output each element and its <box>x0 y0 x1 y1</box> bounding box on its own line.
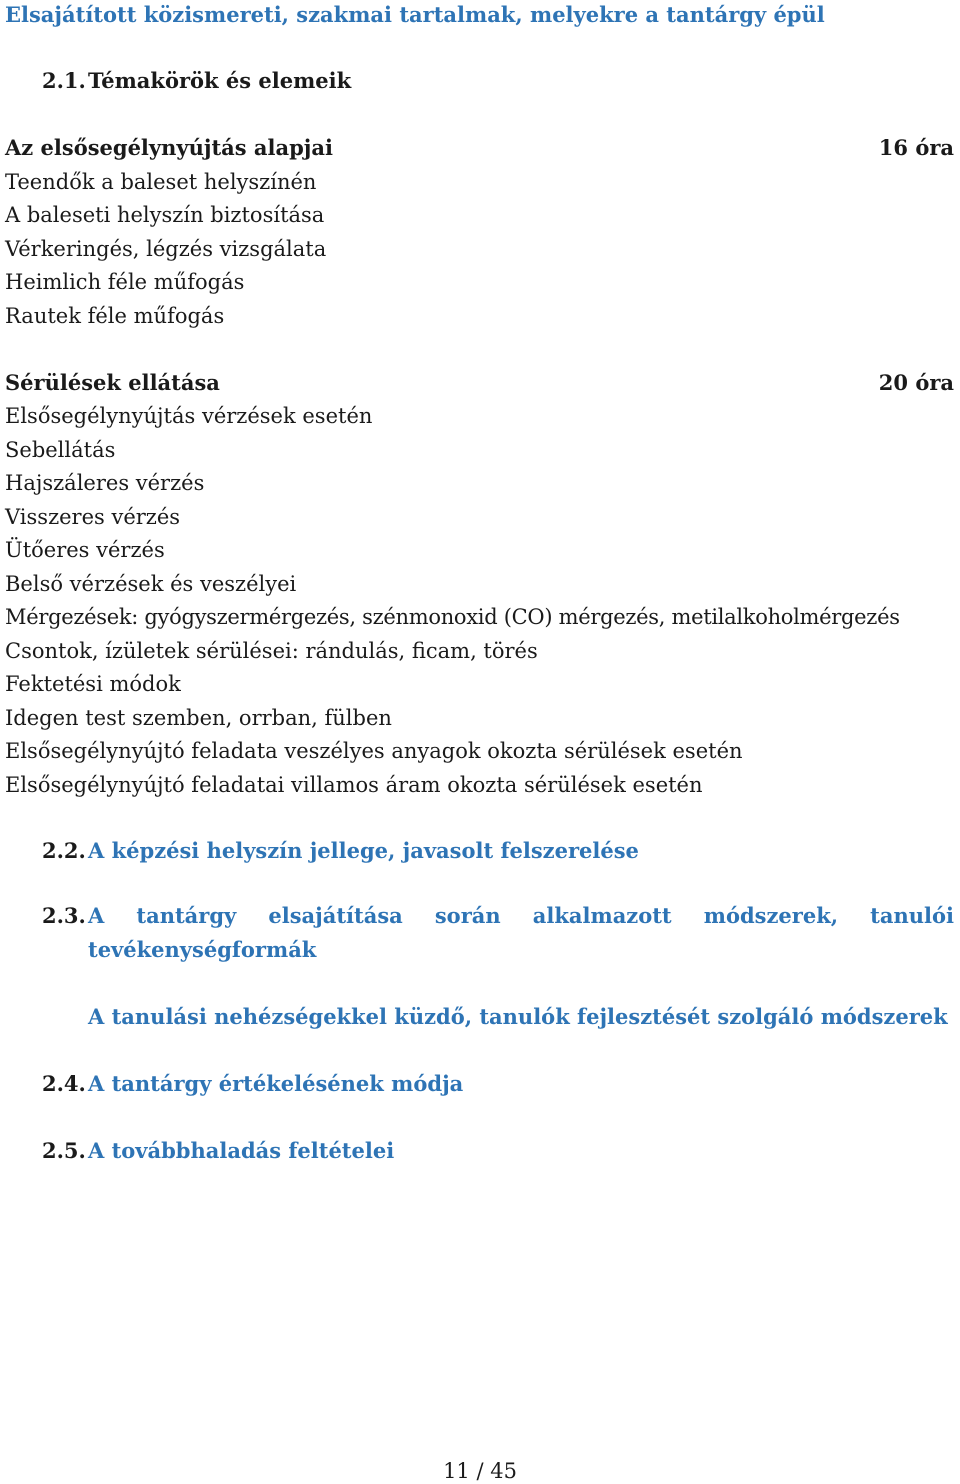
topic2-item: Ütőeres vérzés <box>5 538 165 562</box>
topic2-item: Idegen test szemben, orrban, fülben <box>5 706 392 730</box>
topic2-item: Hajszáleres vérzés <box>5 471 205 495</box>
topic1-item: Rautek féle műfogás <box>5 304 225 328</box>
topic1-item: A baleseti helyszín biztosítása <box>5 203 325 227</box>
topic2-hours: 20 óra <box>878 370 954 395</box>
title-word: módszerek, <box>703 903 839 928</box>
topic2-item: Elsősegélynyújtó feladata veszélyes anyagok okozta sérülések esetén <box>5 739 743 763</box>
section-2-3-title-line2: tevékenységformák <box>88 937 317 962</box>
title-word: során <box>434 903 501 928</box>
section-2-4-number: 2.4. <box>42 1071 86 1096</box>
topic2-item: Fektetési módok <box>5 672 181 696</box>
title-word: elsajátítása <box>268 903 403 928</box>
header-title: Elsajátított közismereti, szakmai tartalmak, melyekre a tantárgy épül <box>5 2 825 27</box>
page-number: 11 / 45 <box>443 1459 517 1483</box>
section-2-1-title: Témakörök és elemeik <box>88 68 352 93</box>
topic2-item: Elsősegélynyújtó feladatai villamos áram okozta sérülések esetén <box>5 773 703 797</box>
topic1-item: Heimlich féle műfogás <box>5 270 245 294</box>
section-2-2-title: A képzési helyszín jellege, javasolt felszerelése <box>88 838 639 863</box>
topic2-item: Sebellátás <box>5 438 116 462</box>
topic2-item: Csontok, ízületek sérülései: rándulás, ficam, törés <box>5 639 538 663</box>
topic2-item: Belső vérzések és veszélyei <box>5 572 297 596</box>
topic2-item: Visszeres vérzés <box>5 505 181 529</box>
section-2-2-number: 2.2. <box>42 838 86 863</box>
section-2-1-number: 2.1. <box>42 68 86 93</box>
section-2-3-number: 2.3. <box>42 903 86 928</box>
section-2-3-subheading: A tanulási nehézségekkel küzdő, tanulók fejlesztését szolgáló módszerek <box>88 1004 948 1029</box>
title-word: A <box>88 903 105 928</box>
title-word: tanulói <box>870 903 954 928</box>
topic2-title: Sérülések ellátása <box>5 370 220 395</box>
section-2-3-title <box>88 902 954 930</box>
topic2-item: Mérgezések: gyógyszermérgezés, szénmonoxid (CO) mérgezés, metilalkoholmérgezés <box>5 605 900 629</box>
section-2-5-title: A továbbhaladás feltételei <box>88 1138 395 1163</box>
topic1-hours: 16 óra <box>878 135 954 160</box>
title-word: alkalmazott <box>532 903 672 928</box>
topic1-item: Vérkeringés, légzés vizsgálata <box>5 237 327 261</box>
topic1-item: Teendők a baleset helyszínén <box>5 170 317 194</box>
section-2-5-number: 2.5. <box>42 1138 86 1163</box>
topic2-item: Elsősegélynyújtás vérzések esetén <box>5 404 373 428</box>
title-word: tantárgy <box>136 903 237 928</box>
section-2-4-title: A tantárgy értékelésének módja <box>88 1071 464 1096</box>
topic1-title: Az elsősegélynyújtás alapjai <box>5 135 333 160</box>
